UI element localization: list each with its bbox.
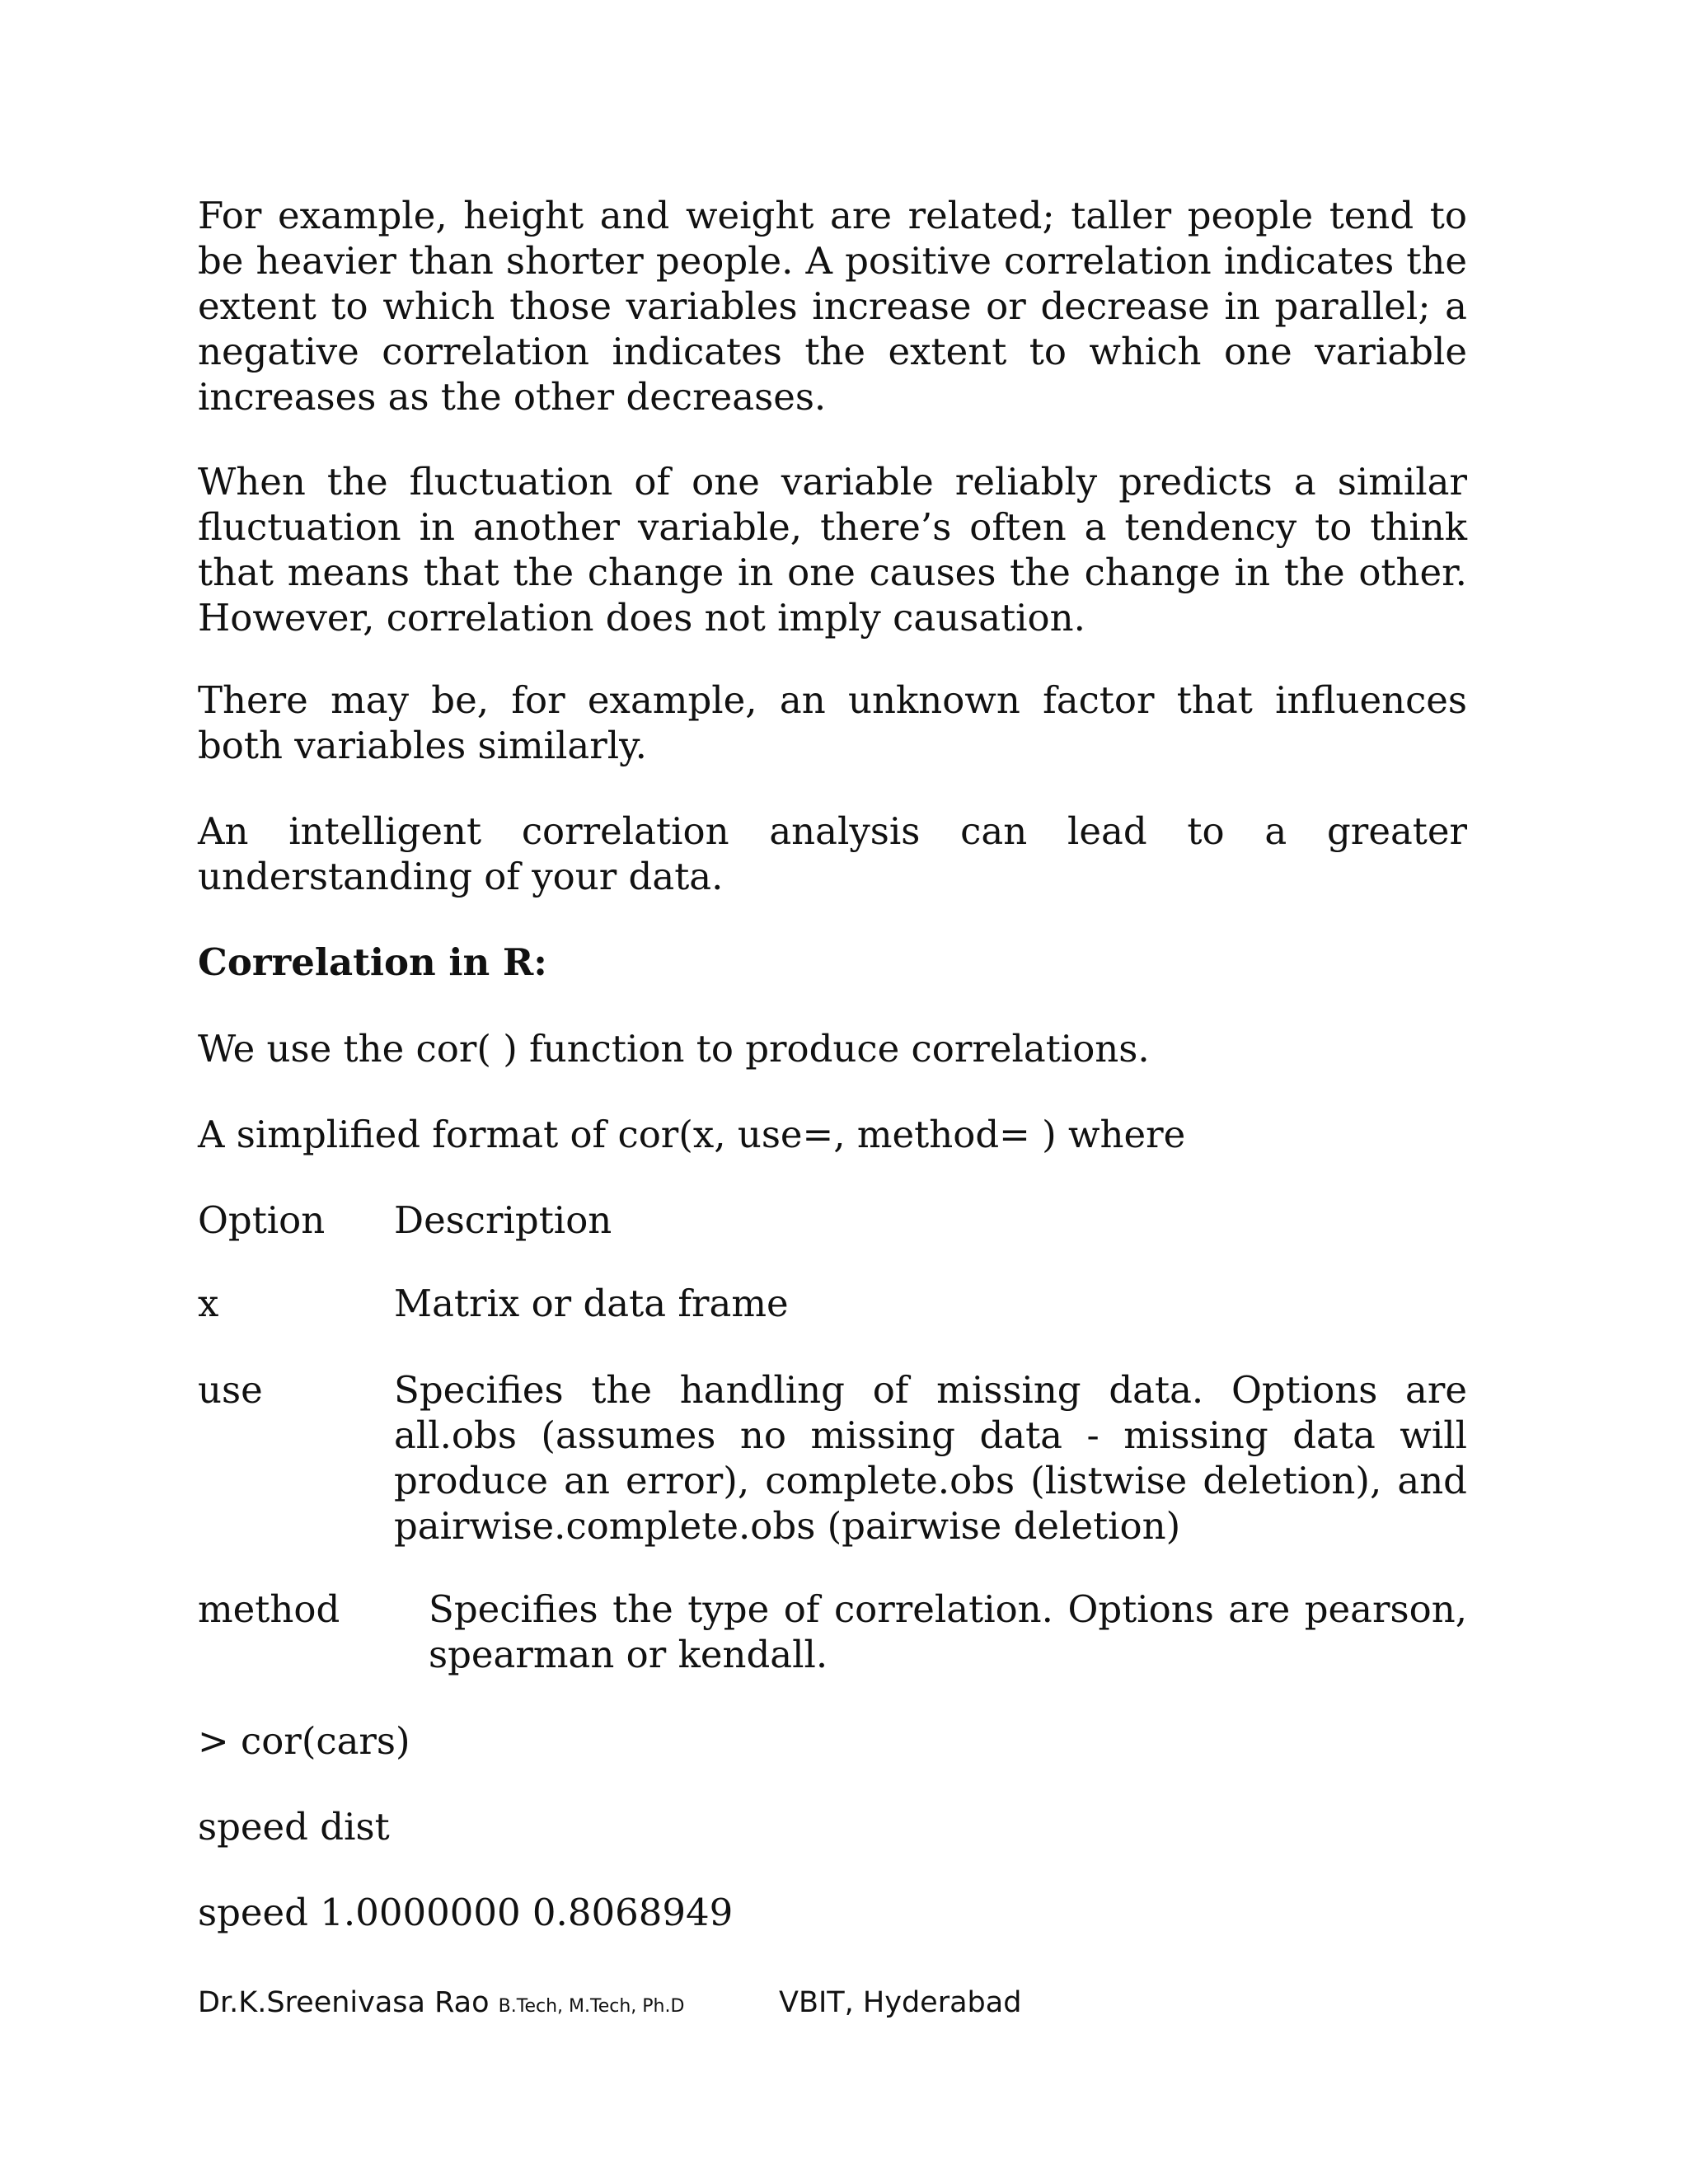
paragraph-intelligent-analysis: An intelligent correlation analysis can lead to a greater understanding of your data. <box>198 809 1467 898</box>
footer-institution: VBIT, Hyderabad <box>779 1986 1022 2019</box>
footer-qualifications: B.Tech, M.Tech, Ph.D <box>498 1996 685 2017</box>
paragraph-causation: When the fluctuation of one variable reliably predicts a similar fluctuation in another variable, there’s often a tendency to think that means that the change in one causes the change in the other. However, correlation does not imply causation. <box>198 460 1467 640</box>
code-output-row: speed 1.0000000 0.8068949 <box>198 1891 734 1934</box>
intro-line: We use the cor( ) function to produce correlations. <box>198 1027 1150 1071</box>
paragraph-unknown-factor: There may be, for example, an unknown factor that influences both variables similarly. <box>198 678 1467 767</box>
option-name-x: x <box>198 1282 219 1325</box>
option-desc-x: Matrix or data frame <box>394 1282 789 1325</box>
code-output-header: speed dist <box>198 1805 390 1849</box>
option-desc-use: Specifies the handling of missing data. Options are all.obs (assumes no missing data - missing data will produce an error), complete.obs (listwise deletion), and pairwise.complete.obs (pairwise deletion) <box>394 1368 1467 1548</box>
paragraph-correlation-example: For example, height and weight are related; taller people tend to be heavier than shorter people. A positive correlation indicates the extent to which those variables increase or decrease in parallel; a negative correlation indicates the extent to which one variable increases as the other decreases. <box>198 194 1467 419</box>
code-command: > cor(cars) <box>198 1719 410 1763</box>
option-desc-method: Specifies the type of correlation. Options are pearson, spearman or kendall. <box>429 1587 1467 1676</box>
format-line: A simplified format of cor(x, use=, method= ) where <box>198 1113 1186 1156</box>
options-header-description: Description <box>394 1198 612 1242</box>
options-header-option: Option <box>198 1198 326 1242</box>
option-name-method: method <box>198 1587 340 1631</box>
footer-author <box>198 1986 684 2019</box>
section-heading: Correlation in R: <box>198 940 547 984</box>
option-name-use: use <box>198 1368 263 1412</box>
footer-author-name: Dr.K.Sreenivasa Rao <box>198 1986 490 2019</box>
